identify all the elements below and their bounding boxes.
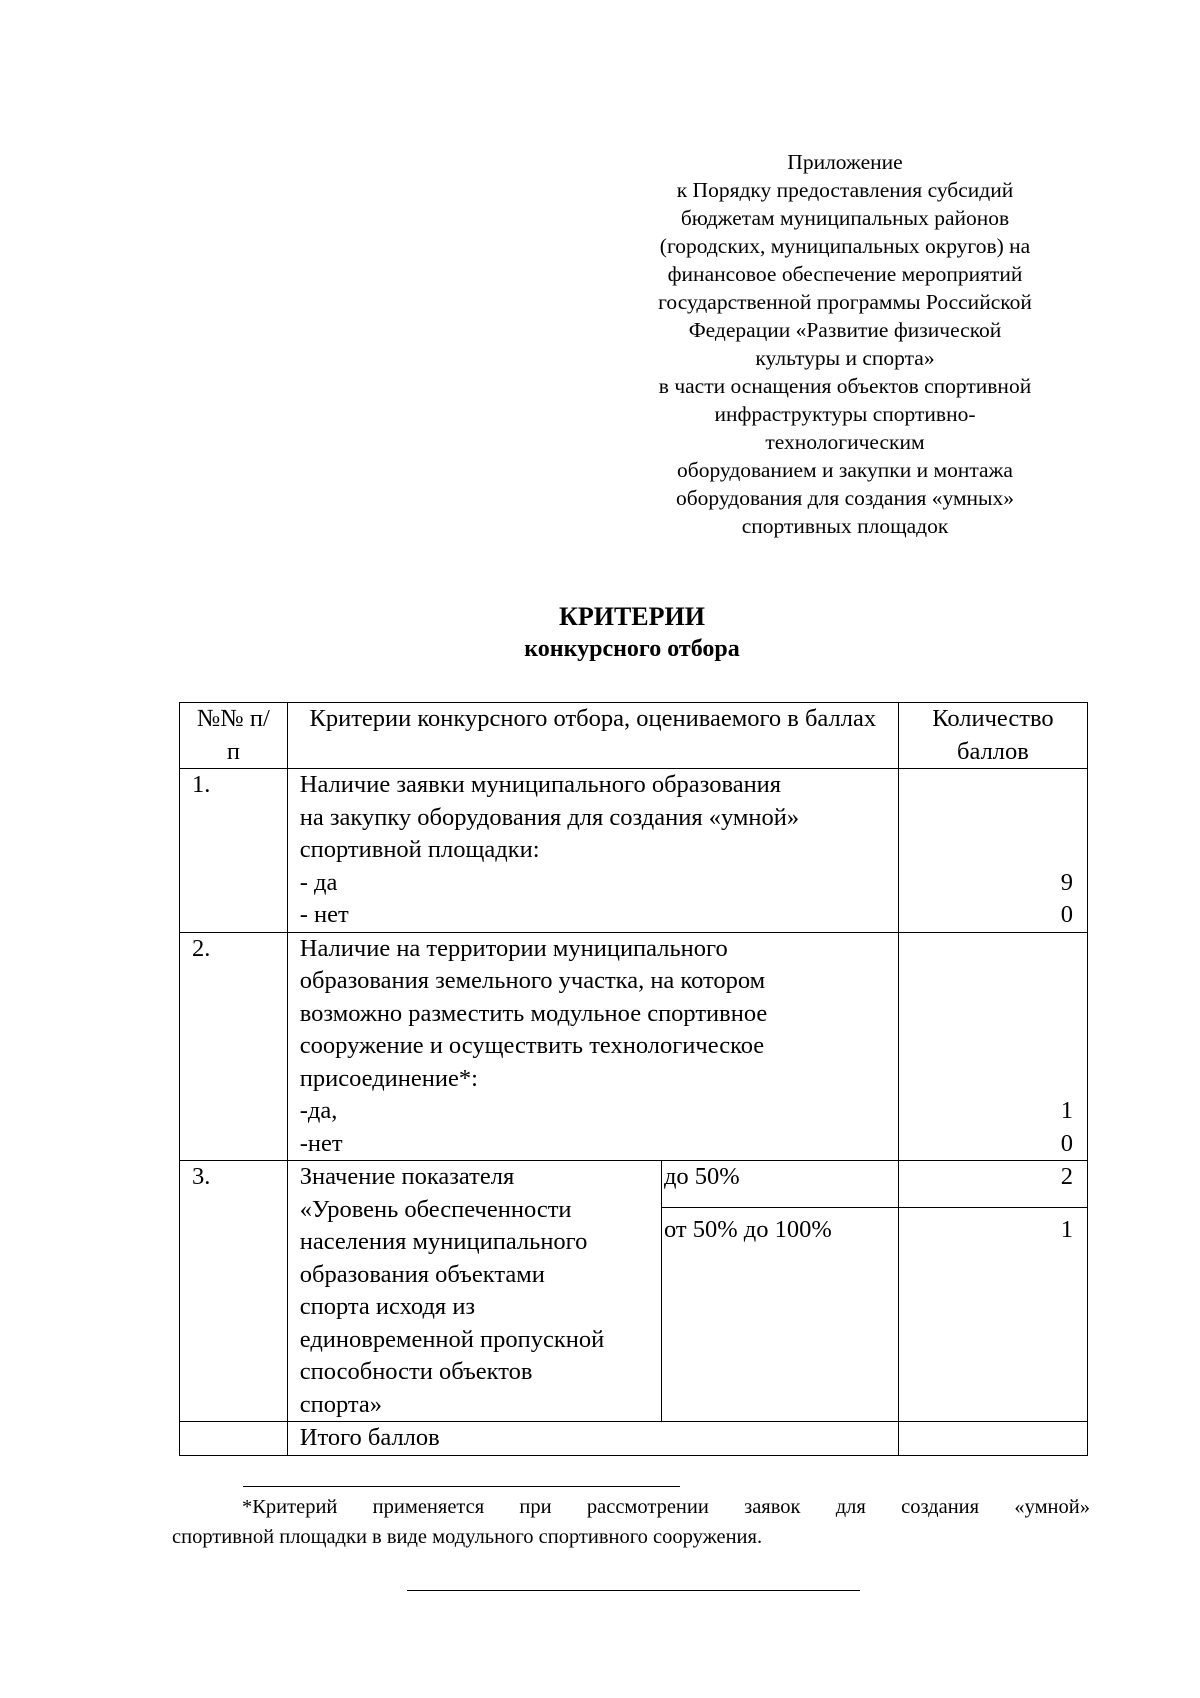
header-num: №№ п/п [180, 703, 288, 769]
criteria-line: Наличие заявки муниципального образования [299, 771, 782, 798]
document-subtitle: конкурсного отбора [524, 636, 740, 662]
total-num [180, 1422, 288, 1456]
range-points: 1 [898, 1208, 1087, 1422]
document-title: КРИТЕРИИ [559, 602, 705, 631]
document-heading [0, 601, 1200, 665]
table-row [180, 932, 1088, 1161]
criteria-line: -нет [299, 1129, 343, 1157]
criteria-table [179, 702, 1088, 1456]
appendix-block [625, 148, 1065, 540]
table-header-row [180, 703, 1088, 769]
end-rule [407, 1590, 860, 1591]
table-row [180, 769, 1088, 933]
footnote-separator [243, 1486, 680, 1487]
row-points [898, 769, 1087, 933]
table-row [180, 1161, 1088, 1208]
criteria-line: «Уровень обеспеченности [299, 1195, 572, 1223]
appendix-line: Приложение [787, 150, 903, 174]
criteria-line: Наличие на территории муниципального [299, 934, 728, 962]
appendix-line: оборудованием и закупки и монтажа [677, 458, 1013, 482]
total-points [898, 1422, 1087, 1456]
criteria-line: сооружение и осуществить технологическое [299, 1032, 765, 1059]
appendix-line: спортивных площадок [741, 514, 949, 538]
header-criteria: Критерии конкурсного отбора, оцениваемого в баллах [287, 703, 898, 769]
criteria-line: возможно разместить модульное спортивное [299, 999, 768, 1027]
row-num: 1. [180, 769, 288, 933]
appendix-line: бюджетам муниципальных районов [680, 206, 1010, 230]
criteria-line: образования земельного участка, на котором [299, 967, 766, 994]
criteria-line: населения муниципального [299, 1228, 588, 1255]
range-points: 2 [898, 1161, 1087, 1208]
appendix-line: культуры и спорта» [755, 346, 935, 370]
criteria-line: спортивной площадки: [299, 836, 540, 863]
criteria-line: - нет [299, 901, 349, 928]
appendix-line: технологическим [765, 430, 925, 454]
criteria-line: способности объектов [299, 1358, 533, 1385]
footnote-line: спортивной площадки в виде модульного спортивного сооружения. [172, 1526, 763, 1548]
appendix-line: в части оснащения объектов спортивной [658, 374, 1032, 398]
row-num: 3. [180, 1161, 288, 1422]
table-total-row [180, 1422, 1088, 1456]
appendix-line: (городских, муниципальных округов) на [659, 234, 1031, 258]
appendix-line: к Порядку предоставления субсидий [676, 178, 1014, 202]
points-value: 9 [1060, 868, 1073, 896]
row-points [898, 932, 1087, 1161]
criteria-line: -да, [299, 1097, 338, 1124]
appendix-line: Федерации «Развитие физической [688, 318, 1002, 342]
appendix-line: финансовое обеспечение мероприятий [667, 262, 1023, 286]
row-criteria [287, 769, 898, 933]
footnote-line: *Критерий применяется при рассмотрении заявок для создания «умной» [242, 1496, 1090, 1518]
criteria-line: на закупку оборудования для создания «умной» [299, 803, 800, 831]
row-criteria [287, 1161, 661, 1422]
criteria-line: - да [299, 868, 338, 896]
points-value: 0 [1060, 1129, 1073, 1157]
appendix-line: инфраструктуры спортивно- [714, 402, 976, 426]
criteria-line: Значение показателя [299, 1163, 515, 1190]
criteria-line: спорта» [299, 1390, 383, 1418]
row-num: 2. [180, 932, 288, 1161]
footnote [172, 1492, 1090, 1552]
criteria-line: спорта исходя из [299, 1293, 476, 1320]
appendix-line: оборудования для создания «умных» [675, 486, 1015, 510]
criteria-line: образования объектами [299, 1260, 545, 1288]
criteria-line: единовременной пропускной [299, 1325, 605, 1353]
range-cell: от 50% до 100% [661, 1208, 898, 1422]
row-criteria [287, 932, 898, 1161]
criteria-line: присоединение*: [299, 1064, 478, 1092]
header-points: Количество баллов [898, 703, 1087, 769]
points-value: 0 [1060, 901, 1073, 928]
appendix-line: государственной программы Российской [658, 290, 1032, 314]
points-value: 1 [1060, 1097, 1073, 1124]
total-label: Итого баллов [287, 1422, 898, 1456]
range-cell: до 50% [661, 1161, 898, 1208]
